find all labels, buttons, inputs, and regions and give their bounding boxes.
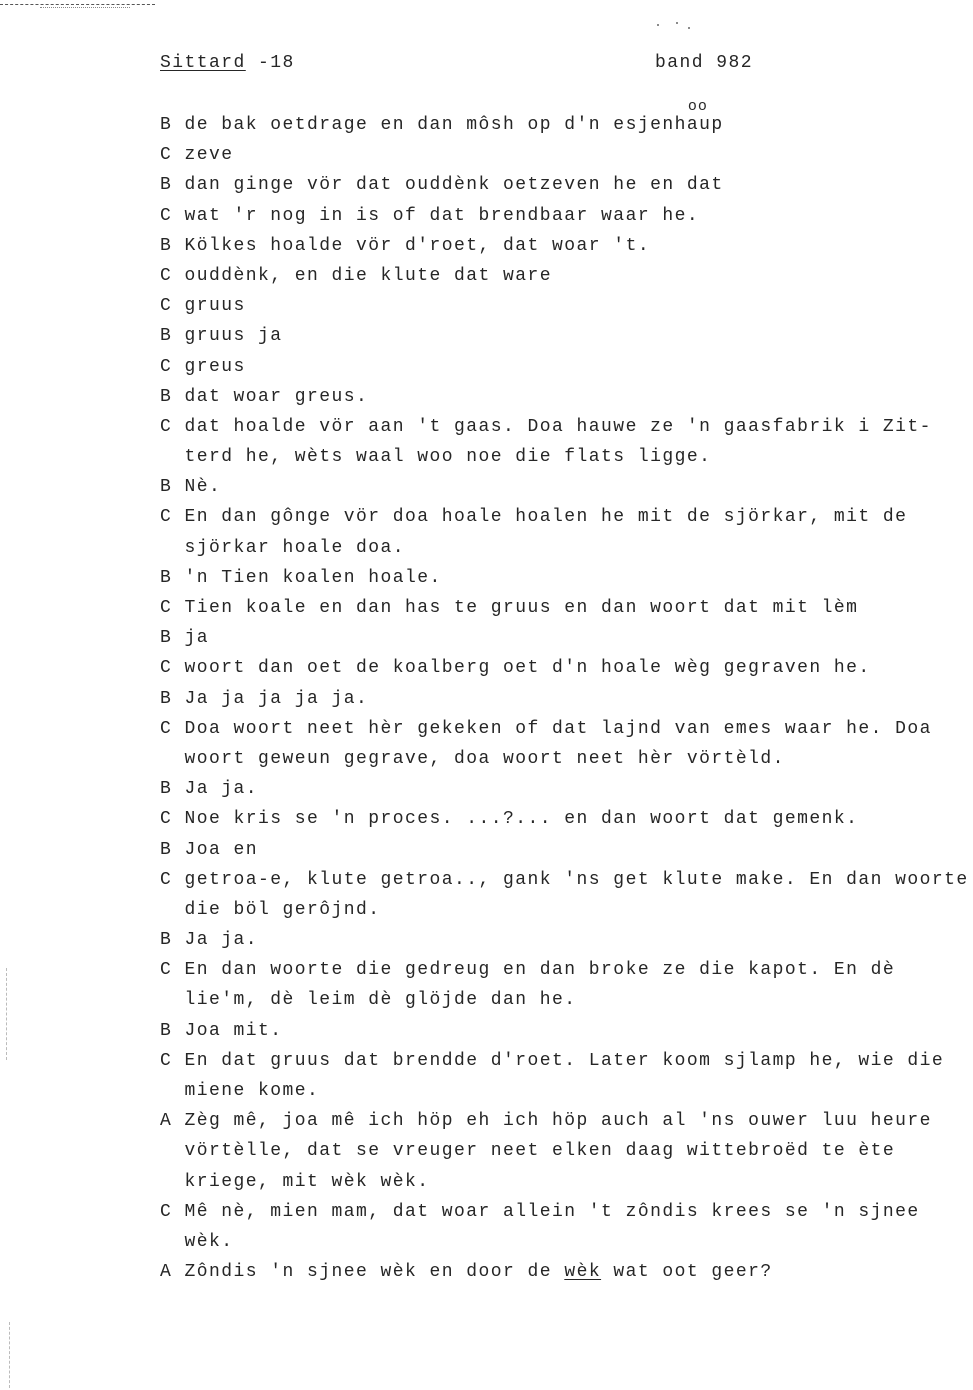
line-text: Mê nè, mien mam, dat woar allein 't zôndis krees se 'n sjnee (184, 1201, 920, 1222)
line-text (184, 98, 724, 135)
line-text: gruus (184, 296, 246, 317)
transcript-line (160, 1197, 973, 1227)
overtyped-correction (686, 98, 712, 140)
speaker-label: C (160, 598, 173, 618)
transcript-line (160, 804, 973, 834)
speaker-label: B (160, 839, 173, 860)
line-text: ja (184, 628, 210, 649)
line-text: Doa woort neet hèr gekeken of dat lajnd van emes waar he. Doa (184, 718, 932, 739)
correction-above: oo (687, 98, 708, 115)
dialogue-transcript (160, 98, 973, 1287)
line-text: Noe kris se 'n proces. ...?... en dan woort dat gemenk. (184, 809, 859, 830)
speaker-label: C (160, 296, 173, 317)
line-text: vörtèlle, dat se vreuger neet elken daag wittebroëd te ète (184, 1141, 896, 1162)
transcript-line (160, 201, 973, 231)
line-text: dan ginge vör dat ouddènk oetzeven he en dat (184, 175, 724, 196)
speaker-label: B (160, 326, 173, 347)
line-text: Zèg mê, joa mê ich höp eh ich höp auch al 'ns ouwer luu heure (184, 1111, 932, 1132)
transcript-line (160, 1106, 973, 1136)
text-segment: p (711, 115, 724, 135)
text-segment: Zôndis 'n sjnee wèk en door de (184, 1262, 565, 1283)
speaker-label: A (160, 1262, 173, 1283)
transcript-line (160, 774, 973, 804)
speaker-label: B (160, 567, 173, 588)
scan-speck (688, 27, 690, 29)
line-text: Ja ja. (184, 930, 259, 951)
transcript-line (160, 1167, 973, 1197)
transcript-line (160, 170, 973, 200)
line-text: wèk. (184, 1231, 234, 1252)
speaker-label: B (160, 235, 173, 256)
line-text: Tien koale en dan has te gruus en dan woort dat mit lèm (184, 598, 859, 618)
line-text: terd he, wèts waal woo noe die flats ligge. (184, 447, 712, 468)
transcript-line (160, 472, 973, 502)
speaker-label: C (160, 658, 173, 679)
tape-band-number: band 982 (655, 53, 754, 73)
speaker-label: C (160, 960, 173, 981)
text-segment: de bak oetdrage en dan môsh op d'n esjenh (184, 115, 687, 135)
transcript-line (160, 1227, 973, 1257)
transcript-line (160, 714, 973, 744)
transcript-line (160, 352, 973, 382)
line-text: Nè. (184, 477, 222, 498)
speaker-label: B (160, 386, 173, 407)
transcript-line (160, 140, 973, 170)
line-text: greus (184, 356, 246, 377)
page-header (160, 48, 800, 78)
line-text: ouddènk, en die klute dat ware (184, 265, 553, 286)
line-text: woort geweun gegrave, doa woort neet hèr vörtèld. (184, 748, 785, 769)
line-text: Joa en (184, 839, 259, 860)
corrected-letters: au (686, 115, 712, 135)
line-text: dat woar greus. (184, 386, 369, 407)
speaker-label: C (160, 416, 173, 437)
speaker-label: B (160, 688, 173, 709)
underlined-word: wèk (564, 1262, 602, 1283)
line-text: sjörkar hoale doa. (184, 537, 406, 558)
transcript-line (160, 442, 973, 472)
transcript-line (160, 321, 973, 351)
line-text: En dan woorte die gedreug en dan broke ze die kapot. En dè (184, 960, 896, 981)
place-name: Sittard (160, 53, 246, 73)
speaker-label: B (160, 477, 173, 498)
scan-edge-mark (6, 968, 7, 1060)
transcript-line (160, 955, 973, 985)
speaker-label: C (160, 356, 173, 377)
speaker-label: B (160, 628, 173, 649)
line-text: gruus ja (184, 326, 283, 347)
line-text: 'n Tien koalen hoale. (184, 567, 442, 588)
speaker-label: C (160, 507, 173, 528)
transcript-line (160, 744, 973, 774)
transcript-line (160, 1046, 973, 1076)
scan-edge-mark (9, 1322, 10, 1388)
transcript-line (160, 1257, 973, 1287)
scan-speck (657, 24, 659, 26)
speaker-label: C (160, 869, 173, 890)
speaker-label: C (160, 809, 173, 830)
transcript-line (160, 895, 973, 925)
transcript-line (160, 291, 973, 321)
speaker-label: B (160, 930, 173, 951)
line-text: En dat gruus dat brendde d'roet. Later koom sjlamp he, wie die (184, 1050, 945, 1071)
speaker-label: C (160, 1201, 173, 1222)
line-text: zeve (184, 145, 234, 166)
transcript-line (160, 231, 973, 261)
transcript-line (160, 563, 973, 593)
line-text: miene kome. (184, 1081, 320, 1101)
speaker-label: B (160, 1020, 173, 1041)
transcript-line (160, 623, 973, 653)
line-text: En dan gônge vör doa hoale hoalen he mit de sjörkar, mit de (184, 507, 908, 528)
scan-artifact-line (40, 7, 130, 8)
line-text: Kölkes hoalde vör d'roet, dat woar 't. (184, 235, 651, 256)
line-text: woort dan oet de koalberg oet d'n hoale wèg gegraven he. (184, 658, 871, 679)
line-text: Ja ja. (184, 779, 259, 800)
transcript-line (160, 382, 973, 412)
transcript-line (160, 261, 973, 291)
transcript-line (160, 925, 973, 955)
line-text: lie'm, dè leim dè glöjde dan he. (184, 990, 577, 1011)
line-text (185, 1262, 773, 1282)
speaker-label: A (160, 1111, 173, 1132)
text-segment: wat oot geer? (601, 1262, 773, 1283)
transcript-line (160, 865, 973, 895)
line-text: die böl gerôjnd. (184, 899, 381, 920)
scan-artifact-line (0, 4, 155, 5)
page-number: -18 (258, 53, 295, 73)
transcript-line (160, 412, 973, 442)
transcript-line (160, 835, 973, 865)
speaker-label: C (160, 205, 173, 226)
transcript-line (160, 653, 973, 683)
speaker-label: B (160, 175, 173, 196)
transcript-line (160, 985, 973, 1015)
speaker-label: C (160, 145, 173, 166)
transcript-line (160, 502, 973, 532)
scan-speck (676, 22, 678, 24)
line-text: getroa-e, klute getroa.., gank 'ns get klute make. En dan woorte (184, 869, 969, 890)
header-location (160, 48, 295, 78)
speaker-label: C (160, 265, 173, 286)
speaker-label: B (160, 115, 173, 135)
speaker-label: B (160, 779, 173, 800)
transcript-line (160, 684, 973, 714)
speaker-label: C (160, 1050, 173, 1071)
transcript-line (160, 1136, 973, 1166)
line-text: kriege, mit wèk wèk. (184, 1171, 430, 1192)
speaker-label: C (160, 718, 173, 739)
transcript-line (160, 98, 973, 140)
transcript-line (160, 593, 973, 623)
transcript-line (160, 1016, 973, 1046)
line-text: Ja ja ja ja ja. (184, 688, 369, 709)
line-text: wat 'r nog in is of dat brendbaar waar he. (184, 205, 700, 226)
line-text: dat hoalde vör aan 't gaas. Doa hauwe ze 'n gaasfabrik i Zit- (184, 416, 932, 437)
line-text: Joa mit. (184, 1020, 283, 1041)
transcript-line (160, 533, 973, 563)
transcript-line (160, 1076, 973, 1106)
